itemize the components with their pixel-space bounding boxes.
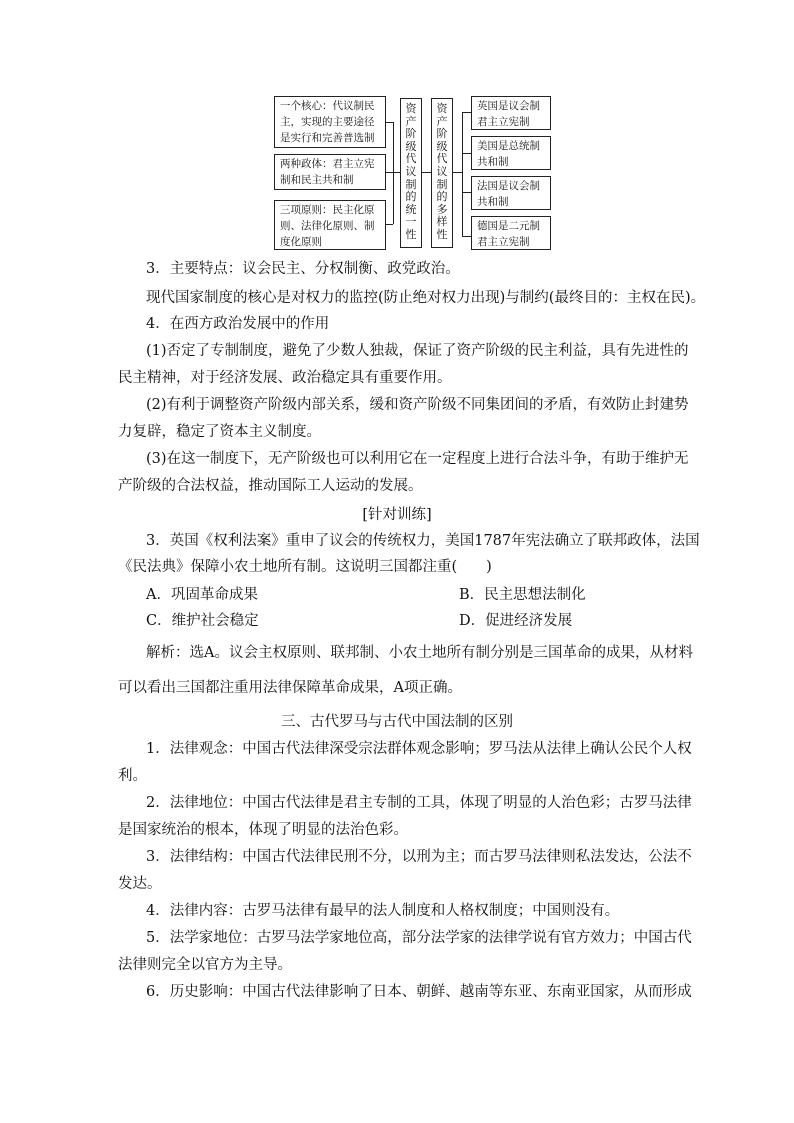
item-6-line-1: 6．历史影响：中国古代法律影响了日本、朝鲜、越南等东亚、东南亚国家，从而形成 xyxy=(146,984,692,1000)
vertical-char: 阶 xyxy=(436,127,448,141)
left-box-forms: 两种政体：君主立宪制和民主共和制 xyxy=(274,154,386,190)
vertical-char: 的 xyxy=(405,190,417,204)
item-5-line-1: 5．法学家地位：古罗马法学家地位高，部分法学家的法律学说有官方效力；中国古代 xyxy=(146,930,692,946)
vertical-char: 制 xyxy=(405,177,417,191)
vertical-char: 阶 xyxy=(405,127,417,141)
vertical-char: 资 xyxy=(405,102,417,115)
connector xyxy=(462,112,463,236)
connector xyxy=(462,236,471,237)
vertical-char: 统 xyxy=(405,202,417,216)
core-statement: 现代国家制度的核心是对权力的监控(防止绝对权力出现)与制约(最终目的：主权在民)。 xyxy=(146,290,706,306)
vertical-char: 多 xyxy=(436,202,448,216)
role-1-line-1: (1)否定了专制制度，避免了少数人独裁，保证了资产阶级的民主利益，具有先进性的 xyxy=(146,343,689,359)
left-box-core: 一个核心：代议制民主，实现的主要途径是实行和完善普选制 xyxy=(274,96,386,148)
item-3-line-1: 3．法律结构：中国古代法律民刑不分，以刑为主；而古罗马法律则私法发达，公法不 xyxy=(146,849,692,865)
vertical-char: 议 xyxy=(405,164,417,178)
connector xyxy=(386,122,393,123)
left-box-principles: 三项原则：民主化原则、法律化原则、制度化原则 xyxy=(274,200,386,250)
vertical-char: 产 xyxy=(405,114,417,128)
role-2-line-2: 力复辟，稳定了资本主义制度。 xyxy=(118,424,321,440)
item-2-line-1: 2．法律地位：中国古代法律是君主专制的工具，体现了明显的人治色彩；古罗马法律 xyxy=(146,795,692,811)
option-c: C．维护社会稳定 xyxy=(146,613,259,629)
vertical-char: 的 xyxy=(436,190,448,204)
item-4-line-1: 4．法律内容：古罗马法律有最早的法人制度和人格权制度；中国则没有。 xyxy=(146,903,620,919)
vertical-char: 代 xyxy=(405,152,417,166)
connector xyxy=(462,153,471,154)
item-5-line-2: 法律则完全以官方为主导。 xyxy=(118,957,292,973)
connector xyxy=(422,172,431,173)
vertical-char: 制 xyxy=(436,177,448,191)
right-box-us: 美国是总统制共和制 xyxy=(471,136,551,170)
center-box-diversity xyxy=(431,98,453,248)
vertical-char: 议 xyxy=(436,164,448,178)
vertical-char: 资 xyxy=(436,102,448,115)
option-b: B．民主思想法制化 xyxy=(459,587,586,603)
vertical-char: 级 xyxy=(436,139,448,153)
vertical-char: 级 xyxy=(405,139,417,153)
section-3-title: 三、古代罗马与古代中国法制的区别 xyxy=(281,714,513,730)
role-3-line-1: (3)在这一制度下，无产阶级也可以利用它在一定程度上进行合法斗争，有助于维护无 xyxy=(146,451,689,467)
item-3-line-2: 发达。 xyxy=(118,876,162,892)
item-1-line-1: 1．法律观念：中国古代法律深受宗法群体观念影响；罗马法从法律上确认公民个人权 xyxy=(146,741,692,757)
exercise-heading: [针对训练] xyxy=(362,507,432,523)
role-3-line-2: 产阶级的合法权益，推动国际工人运动的发展。 xyxy=(118,478,423,494)
item-1-line-2: 利。 xyxy=(118,768,147,784)
connector xyxy=(462,112,471,113)
option-d: D．促进经济发展 xyxy=(459,613,573,629)
answer-line-2: 可以看出三国都注重用法律保障革命成果，A项正确。 xyxy=(118,680,462,696)
answer-line-1: 解析：选A。议会主权原则、联邦制、小农土地所有制分别是三国革命的成果，从材料 xyxy=(146,645,693,661)
right-box-france: 法国是议会制共和制 xyxy=(471,176,551,210)
item-2-line-2: 是国家统治的根本，体现了明显的法治色彩。 xyxy=(118,822,408,838)
question-line-2: 《民法典》保障小农土地所有制。这说明三国都注重( ) xyxy=(118,559,492,575)
vertical-char: 代 xyxy=(436,152,448,166)
question-line-1: 3．英国《权利法案》重申了议会的传统权力，美国1787年宪法确立了联邦政体，法国 xyxy=(146,533,700,549)
vertical-char: 一 xyxy=(405,215,417,229)
role-1-line-2: 民主精神，对于经济发展、政治稳定具有重要作用。 xyxy=(118,370,452,386)
role-2-line-1: (2)有利于调整资产阶级内部关系，缓和资产阶级不同集团间的矛盾，有效防止封建势 xyxy=(146,397,689,413)
point-3: 3．主要特点：议会民主、分权制衡、政党政治。 xyxy=(146,261,460,277)
vertical-char: 性 xyxy=(436,227,448,241)
vertical-char: 样 xyxy=(436,215,448,229)
center-box-unity xyxy=(400,98,422,248)
vertical-char: 性 xyxy=(405,227,417,241)
right-box-uk: 英国是议会制君主立宪制 xyxy=(471,96,551,130)
right-box-germany: 德国是二元制君主立宪制 xyxy=(471,216,551,250)
connector xyxy=(393,122,394,224)
point-4-heading: 4．在西方政治发展中的作用 xyxy=(146,316,330,332)
connector xyxy=(386,224,393,225)
concept-diagram xyxy=(270,96,552,248)
option-a: A．巩固革命成果 xyxy=(146,587,258,603)
vertical-char: 产 xyxy=(436,114,448,128)
connector xyxy=(453,172,462,173)
connector xyxy=(462,192,471,193)
